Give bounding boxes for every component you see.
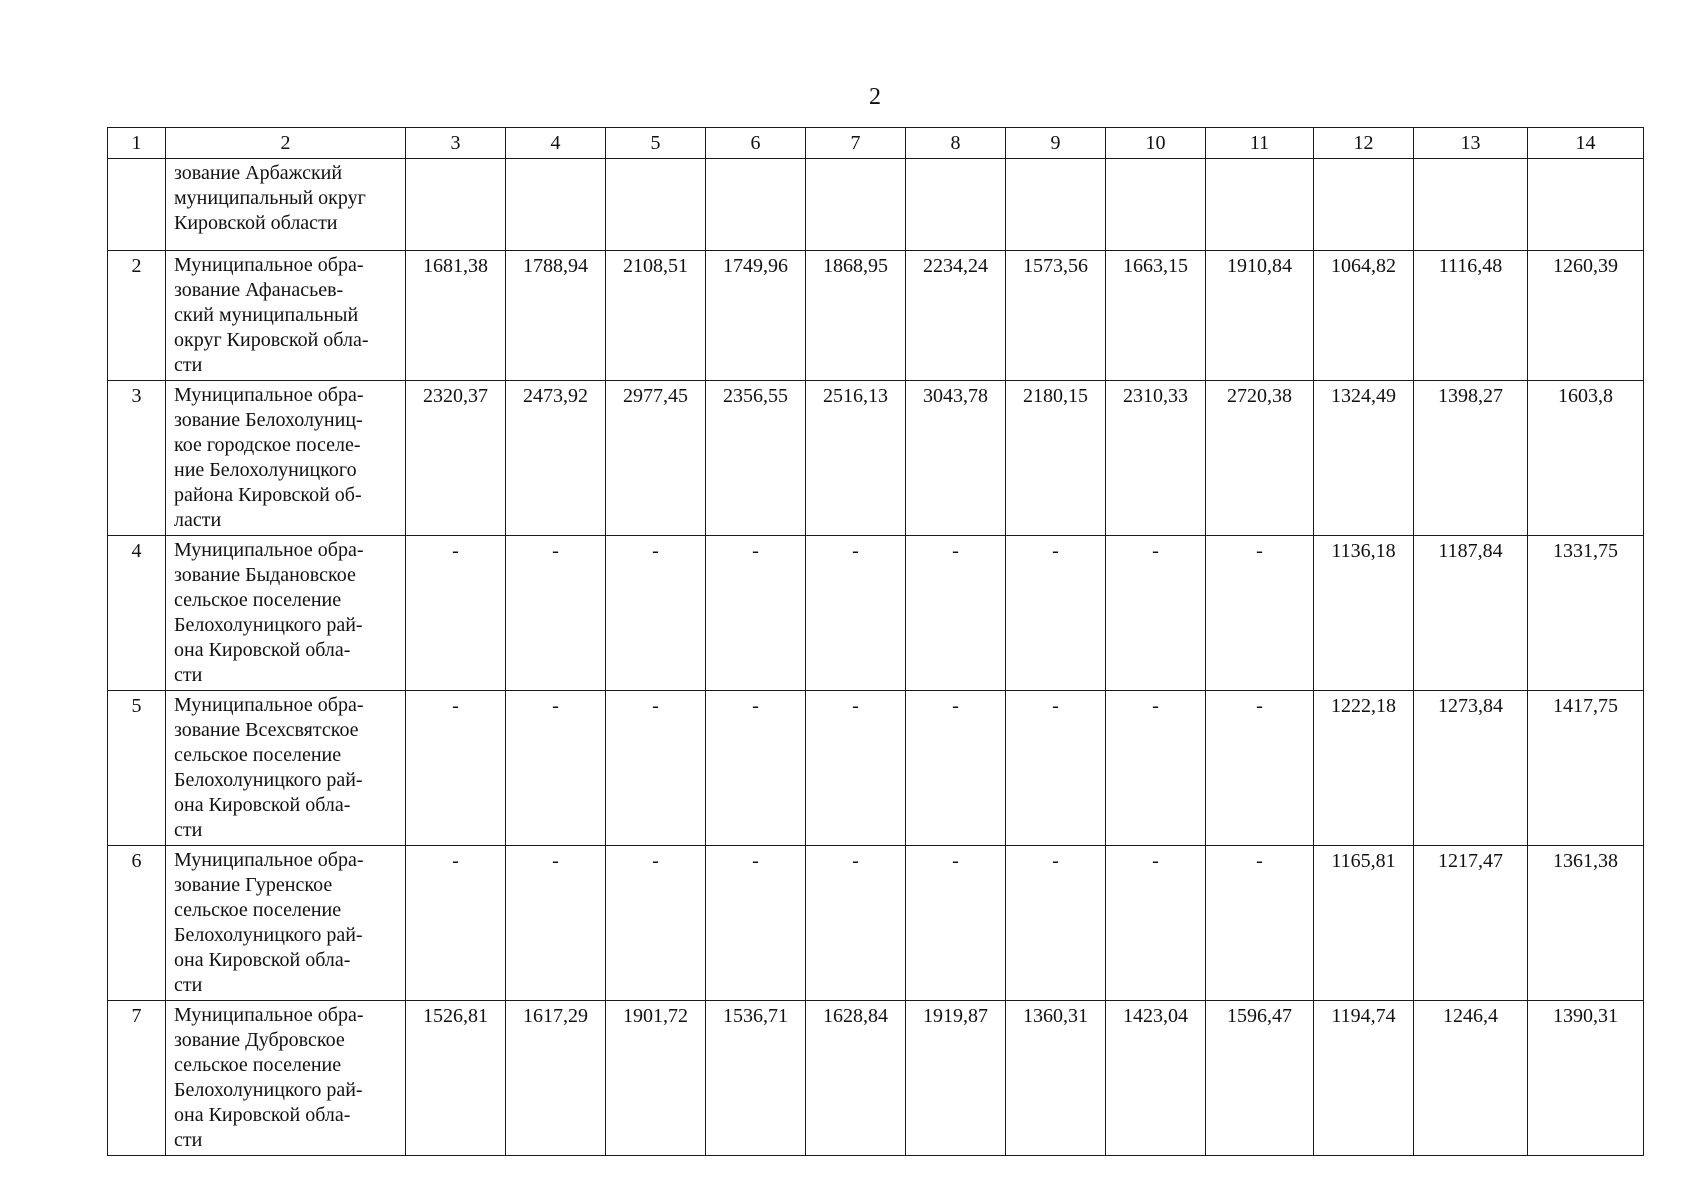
tariff-value-col-13: 1116,48 xyxy=(1414,251,1528,381)
tariff-value-col-14: 1390,31 xyxy=(1528,1001,1644,1156)
tariff-value-col-12: 1165,81 xyxy=(1314,846,1414,1001)
municipality-name-line: Белохолуницкого рай- xyxy=(174,1079,363,1101)
tariff-value-col-6: - xyxy=(706,536,806,691)
tariff-value-col-3: 1681,38 xyxy=(406,251,506,381)
municipality-name-line: сти xyxy=(174,1129,203,1151)
municipality-name-line: она Кировской обла- xyxy=(174,949,351,971)
municipality-name-line: муниципальный округ xyxy=(174,187,366,209)
tariff-value-col-4 xyxy=(506,159,606,251)
tariff-value-col-6: 2356,55 xyxy=(706,381,806,536)
municipality-name-line: зование Афанасьев- xyxy=(174,279,344,301)
tariff-value-col-13: 1273,84 xyxy=(1414,691,1528,846)
municipality-name-line: зование Гуренское xyxy=(174,874,333,896)
tariff-value-col-7: - xyxy=(806,846,906,1001)
municipality-name-line: Белохолуницкого рай- xyxy=(174,769,363,791)
row-number: 4 xyxy=(108,536,166,691)
tariff-value-col-12: 1136,18 xyxy=(1314,536,1414,691)
tariff-value-col-11: - xyxy=(1206,846,1314,1001)
municipality-name-line: зование Всехсвятское xyxy=(174,719,359,741)
municipality-name-line: сти xyxy=(174,664,203,686)
column-header-11: 11 xyxy=(1206,128,1314,159)
tariff-value-col-3: 2320,37 xyxy=(406,381,506,536)
column-header-3: 3 xyxy=(406,128,506,159)
tariff-value-col-5 xyxy=(606,159,706,251)
tariff-value-col-5: - xyxy=(606,536,706,691)
tariff-value-col-7: 2516,13 xyxy=(806,381,906,536)
table-row xyxy=(108,1001,1644,1156)
tariff-value-col-10: - xyxy=(1106,846,1206,1001)
tariff-value-col-13 xyxy=(1414,159,1528,251)
tariff-value-col-4: - xyxy=(506,846,606,1001)
table-row xyxy=(108,846,1644,1001)
tariff-value-col-5: 1901,72 xyxy=(606,1001,706,1156)
municipality-name-line: зование Быдановское xyxy=(174,564,356,586)
municipality-name-line: она Кировской обла- xyxy=(174,794,351,816)
municipality-name-line: Муниципальное обра- xyxy=(174,694,364,716)
tariff-value-col-6: 1749,96 xyxy=(706,251,806,381)
municipality-name-line: сти xyxy=(174,819,203,841)
tariff-value-col-11 xyxy=(1206,159,1314,251)
tariff-value-col-8 xyxy=(906,159,1006,251)
tariff-value-col-9 xyxy=(1006,159,1106,251)
table-row xyxy=(108,251,1644,381)
tariff-value-col-7: 1868,95 xyxy=(806,251,906,381)
tariff-value-col-13: 1246,4 xyxy=(1414,1001,1528,1156)
tariff-value-col-11: 2720,38 xyxy=(1206,381,1314,536)
tariff-value-col-8: - xyxy=(906,846,1006,1001)
tariff-value-col-3: 1526,81 xyxy=(406,1001,506,1156)
column-header-4: 4 xyxy=(506,128,606,159)
tariff-value-col-11: - xyxy=(1206,691,1314,846)
tariff-value-col-3: - xyxy=(406,846,506,1001)
municipality-name-line: она Кировской обла- xyxy=(174,1104,351,1126)
table-row xyxy=(108,381,1644,536)
column-header-13: 13 xyxy=(1414,128,1528,159)
tariff-value-col-6: - xyxy=(706,846,806,1001)
column-header-12: 12 xyxy=(1314,128,1414,159)
municipality-name-line: сельское поселение xyxy=(174,744,342,766)
municipality-name-line: сельское поселение xyxy=(174,899,342,921)
municipality-name-line: ласти xyxy=(174,509,222,531)
column-header-14: 14 xyxy=(1528,128,1644,159)
tariff-value-col-3: - xyxy=(406,536,506,691)
row-number: 6 xyxy=(108,846,166,1001)
tariff-value-col-14: 1417,75 xyxy=(1528,691,1644,846)
tariff-value-col-12 xyxy=(1314,159,1414,251)
tariff-value-col-4: - xyxy=(506,691,606,846)
tariff-value-col-4: 2473,92 xyxy=(506,381,606,536)
page-number: 2 xyxy=(869,84,881,110)
municipality-name-line: Белохолуницкого рай- xyxy=(174,614,363,636)
tariff-value-col-9: 1360,31 xyxy=(1006,1001,1106,1156)
municipality-name-line: Кировской области xyxy=(174,212,338,234)
row-number: 5 xyxy=(108,691,166,846)
tariff-value-col-14: 1331,75 xyxy=(1528,536,1644,691)
table-header xyxy=(108,128,1644,159)
tariff-value-col-14: 1260,39 xyxy=(1528,251,1644,381)
tariff-value-col-11: - xyxy=(1206,536,1314,691)
municipality-name-line: ние Белохолуницкого xyxy=(174,459,357,481)
column-header-8: 8 xyxy=(906,128,1006,159)
tariff-value-col-6 xyxy=(706,159,806,251)
municipality-name xyxy=(166,381,406,536)
tariff-value-col-10: 2310,33 xyxy=(1106,381,1206,536)
column-header-1: 1 xyxy=(108,128,166,159)
table-row xyxy=(108,159,1644,251)
tariff-value-col-11: 1910,84 xyxy=(1206,251,1314,381)
municipality-name-line: зование Белохолуниц- xyxy=(174,409,363,431)
tariff-value-col-10: 1423,04 xyxy=(1106,1001,1206,1156)
tariff-value-col-11: 1596,47 xyxy=(1206,1001,1314,1156)
column-header-5: 5 xyxy=(606,128,706,159)
municipality-name-line: сти xyxy=(174,354,203,376)
tariff-value-col-10: - xyxy=(1106,536,1206,691)
tariff-value-col-5: 2977,45 xyxy=(606,381,706,536)
table-row xyxy=(108,536,1644,691)
tariff-value-col-12: 1194,74 xyxy=(1314,1001,1414,1156)
municipality-name xyxy=(166,536,406,691)
row-number: 7 xyxy=(108,1001,166,1156)
tariff-value-col-3 xyxy=(406,159,506,251)
tariff-value-col-9: - xyxy=(1006,691,1106,846)
municipality-name xyxy=(166,159,406,251)
municipality-name-line: Муниципальное обра- xyxy=(174,849,364,871)
tariff-value-col-4: - xyxy=(506,536,606,691)
municipality-name-line: Муниципальное обра- xyxy=(174,384,364,406)
tariff-value-col-8: 1919,87 xyxy=(906,1001,1006,1156)
tariff-value-col-14 xyxy=(1528,159,1644,251)
tariff-value-col-6: 1536,71 xyxy=(706,1001,806,1156)
tariff-value-col-8: 2234,24 xyxy=(906,251,1006,381)
tariff-value-col-6: - xyxy=(706,691,806,846)
header-row xyxy=(108,128,1644,159)
row-number xyxy=(108,159,166,251)
municipality-name xyxy=(166,691,406,846)
tariff-value-col-10 xyxy=(1106,159,1206,251)
tariff-value-col-8: - xyxy=(906,536,1006,691)
tariff-value-col-7: 1628,84 xyxy=(806,1001,906,1156)
municipality-name xyxy=(166,1001,406,1156)
tariff-value-col-4: 1788,94 xyxy=(506,251,606,381)
tariff-value-col-9: - xyxy=(1006,536,1106,691)
municipality-name-line: ский муниципальный xyxy=(174,304,359,326)
tariff-table xyxy=(107,127,1644,1156)
column-header-9: 9 xyxy=(1006,128,1106,159)
municipality-name-line: кое городское поселе- xyxy=(174,434,361,456)
municipality-name-line: Муниципальное обра- xyxy=(174,539,364,561)
column-header-6: 6 xyxy=(706,128,806,159)
tariff-value-col-12: 1222,18 xyxy=(1314,691,1414,846)
table-row xyxy=(108,691,1644,846)
tariff-value-col-9: - xyxy=(1006,846,1106,1001)
tariff-value-col-12: 1324,49 xyxy=(1314,381,1414,536)
tariff-value-col-8: 3043,78 xyxy=(906,381,1006,536)
tariff-value-col-13: 1187,84 xyxy=(1414,536,1528,691)
municipality-name xyxy=(166,846,406,1001)
row-number: 2 xyxy=(108,251,166,381)
municipality-name-line: Муниципальное обра- xyxy=(174,1004,364,1026)
tariff-value-col-8: - xyxy=(906,691,1006,846)
tariff-value-col-7: - xyxy=(806,536,906,691)
tariff-value-col-10: 1663,15 xyxy=(1106,251,1206,381)
tariff-value-col-5: 2108,51 xyxy=(606,251,706,381)
tariff-value-col-9: 2180,15 xyxy=(1006,381,1106,536)
municipality-name-line: сельское поселение xyxy=(174,1054,342,1076)
tariff-value-col-14: 1603,8 xyxy=(1528,381,1644,536)
tariff-value-col-10: - xyxy=(1106,691,1206,846)
tariff-value-col-14: 1361,38 xyxy=(1528,846,1644,1001)
tariff-value-col-7 xyxy=(806,159,906,251)
tariff-value-col-5: - xyxy=(606,691,706,846)
table-body xyxy=(108,159,1644,1156)
tariff-value-col-5: - xyxy=(606,846,706,1001)
municipality-name-line: сельское поселение xyxy=(174,589,342,611)
municipality-name-line: она Кировской обла- xyxy=(174,639,351,661)
municipality-name-line: зование Дубровское xyxy=(174,1029,345,1051)
row-number: 3 xyxy=(108,381,166,536)
tariff-value-col-4: 1617,29 xyxy=(506,1001,606,1156)
column-header-10: 10 xyxy=(1106,128,1206,159)
municipality-name-line: района Кировской об- xyxy=(174,484,362,506)
tariff-value-col-3: - xyxy=(406,691,506,846)
municipality-name-line: Муниципальное обра- xyxy=(174,254,364,276)
tariff-value-col-13: 1217,47 xyxy=(1414,846,1528,1001)
municipality-name-line: Белохолуницкого рай- xyxy=(174,924,363,946)
tariff-value-col-12: 1064,82 xyxy=(1314,251,1414,381)
column-header-7: 7 xyxy=(806,128,906,159)
tariff-value-col-13: 1398,27 xyxy=(1414,381,1528,536)
municipality-name-line: зование Арбажский xyxy=(174,162,343,184)
municipality-name xyxy=(166,251,406,381)
column-header-2: 2 xyxy=(166,128,406,159)
municipality-name-line: округ Кировской обла- xyxy=(174,329,369,351)
tariff-value-col-7: - xyxy=(806,691,906,846)
tariff-value-col-9: 1573,56 xyxy=(1006,251,1106,381)
municipality-name-line: сти xyxy=(174,974,203,996)
